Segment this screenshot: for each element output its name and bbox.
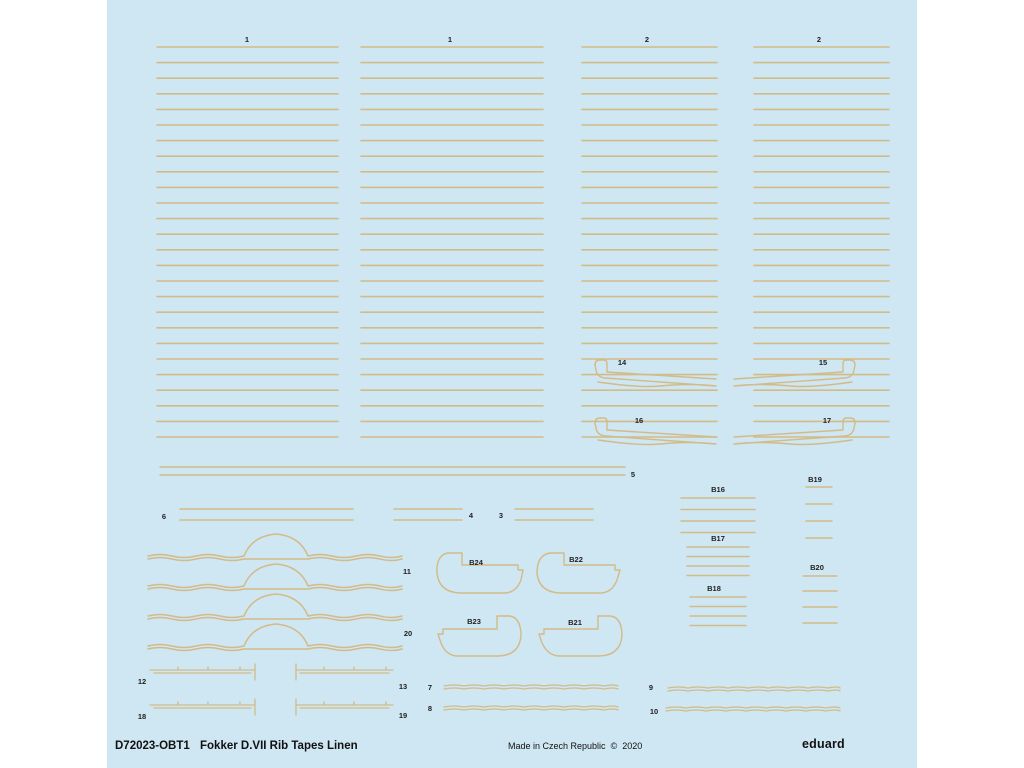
end-tape-19	[296, 699, 393, 715]
part-number-label: 20	[403, 629, 413, 638]
part-number-label: 1	[447, 35, 453, 44]
part-number-label: 18	[137, 712, 147, 721]
part-number-label: B20	[810, 563, 824, 572]
part-number-label: 19	[398, 711, 408, 720]
wavy-tape-9	[668, 687, 840, 691]
part-number-label: B21	[568, 618, 582, 627]
wavy-rib-tape	[148, 564, 402, 591]
part-number-label: B18	[707, 584, 721, 593]
eduard-logo: eduard	[802, 737, 845, 751]
wavy-rib-tape	[148, 534, 402, 561]
part-number-label: B23	[467, 617, 481, 626]
part-number-label: 3	[498, 511, 504, 520]
made-in-line	[508, 741, 642, 751]
copyright-symbol: ©	[610, 741, 618, 751]
wavy-tape-8	[444, 706, 618, 710]
part-number-label: 5	[630, 470, 636, 479]
part-number-label: 9	[648, 683, 654, 692]
part-number-label: B16	[711, 485, 725, 494]
part-number-label: 14	[617, 358, 627, 367]
part-number-label: 2	[644, 35, 650, 44]
trailing-edge-tape-15	[734, 360, 855, 387]
end-tape-13	[296, 664, 393, 680]
part-number-label: 4	[468, 511, 474, 520]
part-number-label: 17	[822, 416, 832, 425]
part-number-label: 7	[427, 683, 433, 692]
part-number-label: 15	[818, 358, 828, 367]
part-number-label: 2	[816, 35, 822, 44]
part-number-label: 10	[649, 707, 659, 716]
part-number-label: 12	[137, 677, 147, 686]
copyright-year: 2020	[622, 741, 643, 751]
part-number-label: B19	[808, 475, 822, 484]
part-number-label: 11	[403, 567, 411, 576]
part-number-label: B17	[711, 534, 725, 543]
part-number-label: 13	[398, 682, 408, 691]
part-number-label: 16	[634, 416, 644, 425]
part-number-label: 6	[161, 512, 167, 521]
part-number-label: 1	[244, 35, 250, 44]
sheet-title: Fokker D.VII Rib Tapes Linen	[200, 740, 358, 752]
wavy-rib-tape	[148, 624, 402, 651]
end-tape-12	[150, 664, 255, 680]
wavy-tape-7	[444, 685, 618, 689]
part-number-label: 8	[427, 704, 433, 713]
wavy-rib-tape	[148, 594, 402, 621]
part-number-label: B24	[469, 558, 483, 567]
wavy-tape-10	[666, 707, 840, 711]
made-in-text: Made in Czech Republic	[508, 741, 606, 751]
part-number-label: B22	[569, 555, 583, 564]
end-tape-18	[150, 699, 255, 715]
sheet-code: D72023-OBT1	[115, 740, 190, 752]
trailing-edge-tape-14	[595, 360, 716, 387]
